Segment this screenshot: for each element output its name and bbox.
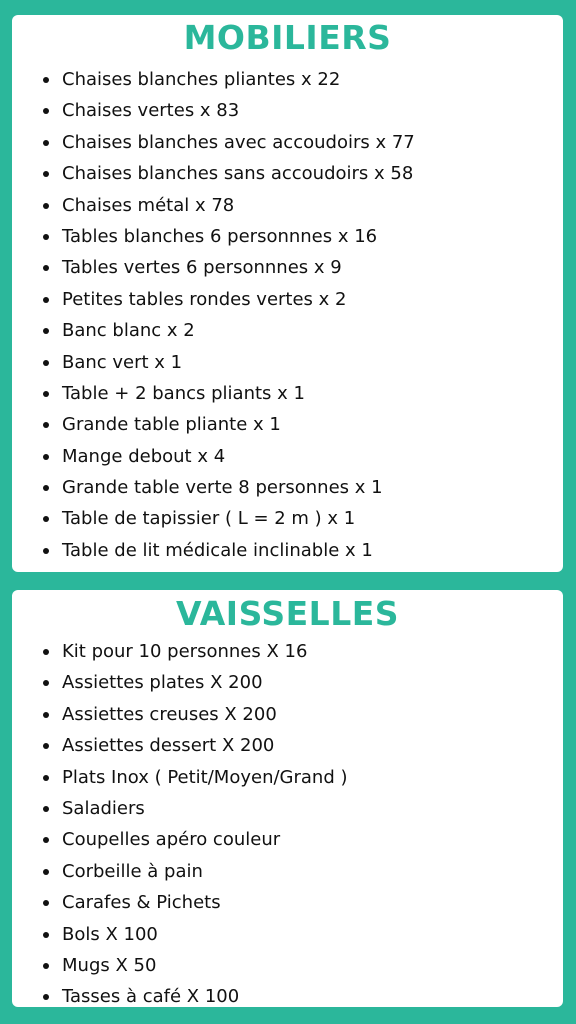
list-item-label: Table + 2 bancs pliants x 1 xyxy=(62,382,305,404)
list-item-label: Coupelles apéro couleur xyxy=(62,829,281,851)
bullet-icon xyxy=(43,77,49,83)
list-item xyxy=(12,378,563,409)
list-item-label: Assiettes creuses X 200 xyxy=(62,703,277,725)
bullet-icon xyxy=(43,994,49,1000)
bullet-icon xyxy=(43,108,49,114)
bullet-icon xyxy=(43,171,49,177)
list-item xyxy=(12,636,563,667)
bullet-icon xyxy=(43,680,49,686)
list-item-label: Corbeille à pain xyxy=(62,860,203,882)
list-item-label: Tasses à café X 100 xyxy=(62,986,240,1008)
list-item xyxy=(12,699,563,730)
list-item-label: Grande table pliante x 1 xyxy=(62,414,281,436)
list-item xyxy=(12,190,563,221)
list-item xyxy=(12,730,563,761)
bullet-icon xyxy=(43,712,49,718)
bullet-icon xyxy=(43,140,49,146)
list-item-label: Bols X 100 xyxy=(62,923,158,945)
bullet-icon xyxy=(43,900,49,906)
list-item xyxy=(12,252,563,283)
bullet-icon xyxy=(43,837,49,843)
mobiliers-card xyxy=(12,15,563,572)
vaisselles-card xyxy=(12,590,563,1007)
list-item-label: Chaises métal x 78 xyxy=(62,194,235,216)
list-item xyxy=(12,441,563,472)
bullet-icon xyxy=(43,775,49,781)
list-item xyxy=(12,887,563,918)
bullet-icon xyxy=(43,265,49,271)
bullet-icon xyxy=(43,454,49,460)
list-item xyxy=(12,503,563,534)
list-item xyxy=(12,919,563,950)
list-item-label: Chaises blanches sans accoudoirs x 58 xyxy=(62,163,414,185)
list-item-label: Kit pour 10 personnes X 16 xyxy=(62,641,308,662)
bullet-icon xyxy=(43,328,49,334)
list-item xyxy=(12,347,563,378)
vaisselles-list xyxy=(12,636,563,1013)
mobiliers-title: MOBILIERS xyxy=(183,18,392,57)
list-item xyxy=(12,221,563,252)
list-item-label: Grande table verte 8 personnes x 1 xyxy=(62,477,383,499)
bullet-icon xyxy=(43,391,49,397)
bullet-icon xyxy=(43,485,49,491)
list-item-label: Chaises blanches avec accoudoirs x 77 xyxy=(62,131,415,153)
list-item-label: Table de lit médicale inclinable x 1 xyxy=(62,539,373,561)
list-item-label: Table de tapissier ( L = 2 m ) x 1 xyxy=(62,508,356,530)
list-item-label: Banc blanc x 2 xyxy=(62,320,195,342)
list-item xyxy=(12,472,563,503)
bullet-icon xyxy=(43,932,49,938)
list-item xyxy=(12,762,563,793)
bullet-icon xyxy=(43,516,49,522)
list-item xyxy=(12,950,563,981)
list-item-label: Saladiers xyxy=(62,797,145,819)
list-item-label: Tables vertes 6 personnnes x 9 xyxy=(62,257,342,279)
list-item xyxy=(12,158,563,189)
list-item-label: Chaises blanches pliantes x 22 xyxy=(62,69,341,90)
list-item-label: Chaises vertes x 83 xyxy=(62,100,240,122)
list-item xyxy=(12,315,563,346)
bullet-icon xyxy=(43,548,49,554)
bullet-icon xyxy=(43,360,49,366)
bullet-icon xyxy=(43,806,49,812)
list-item-label: Assiettes plates X 200 xyxy=(62,672,263,694)
list-item xyxy=(12,409,563,440)
list-item xyxy=(12,535,563,566)
bullet-icon xyxy=(43,422,49,428)
bullet-icon xyxy=(43,869,49,875)
list-item-label: Tables blanches 6 personnnes x 16 xyxy=(62,225,378,247)
bullet-icon xyxy=(43,963,49,969)
list-item-label: Banc vert x 1 xyxy=(62,351,183,373)
bullet-icon xyxy=(43,297,49,303)
list-item xyxy=(12,793,563,824)
list-item xyxy=(12,64,563,95)
bullet-icon xyxy=(43,743,49,749)
list-item xyxy=(12,284,563,315)
list-item xyxy=(12,981,563,1012)
list-item-label: Assiettes dessert X 200 xyxy=(62,735,275,757)
list-item-label: Petites tables rondes vertes x 2 xyxy=(62,288,347,310)
list-item-label: Mugs X 50 xyxy=(62,954,157,976)
list-item-label: Mange debout x 4 xyxy=(62,445,226,467)
vaisselles-title: VAISSELLES xyxy=(175,594,400,633)
list-item xyxy=(12,127,563,158)
list-item xyxy=(12,667,563,698)
list-item-label: Plats Inox ( Petit/Moyen/Grand ) xyxy=(62,766,348,788)
list-item-label: Carafes & Pichets xyxy=(62,892,221,914)
list-item xyxy=(12,95,563,126)
bullet-icon xyxy=(43,203,49,209)
bullet-icon xyxy=(43,649,49,655)
bullet-icon xyxy=(43,234,49,240)
list-item xyxy=(12,856,563,887)
list-item xyxy=(12,824,563,855)
mobiliers-list xyxy=(12,64,563,566)
